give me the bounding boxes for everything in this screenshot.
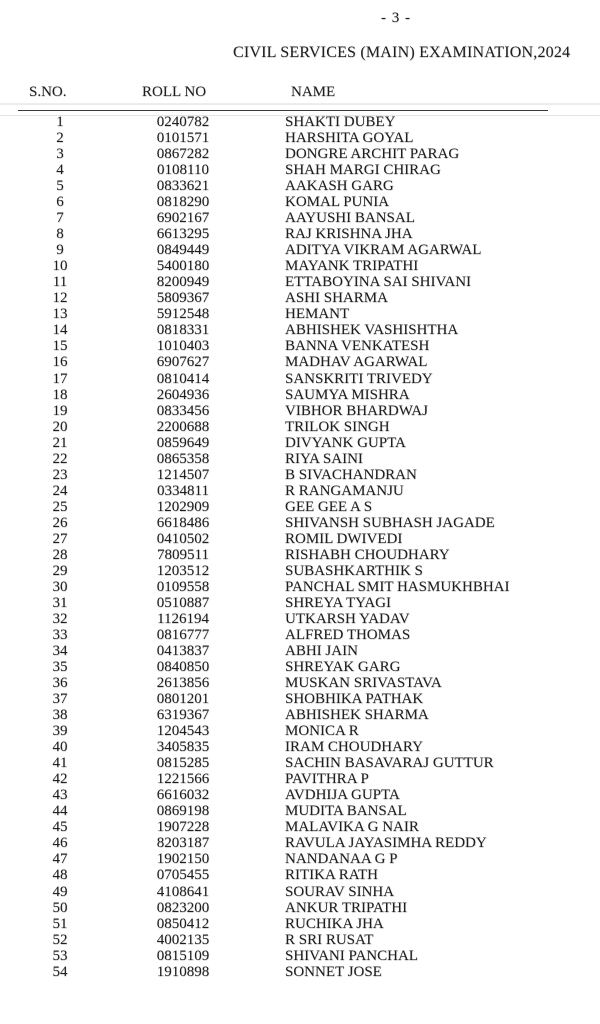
table-row (0, 419, 600, 435)
roll-cell: 5400180 (156, 258, 210, 275)
roll-cell: 1126194 (157, 610, 209, 627)
table-row (0, 884, 600, 900)
table-row (0, 499, 600, 515)
name-cell: HARSHITA GOYAL (285, 130, 414, 147)
table-row (0, 932, 600, 948)
name-cell: RUCHIKA JHA (285, 915, 384, 932)
table-row (0, 723, 600, 739)
sno-cell: 37 (52, 691, 68, 708)
name-cell: AVDHIJA GUPTA (285, 787, 400, 804)
sno-cell: 44 (52, 803, 68, 820)
table-row (0, 739, 600, 755)
column-header-name: NAME (291, 84, 336, 100)
table-row (0, 771, 600, 787)
name-cell: RAVULA JAYASIMHA REDDY (285, 835, 487, 852)
table-row (0, 787, 600, 803)
roll-cell: 4108641 (156, 883, 210, 900)
roll-cell: 0850412 (156, 915, 210, 932)
sno-cell: 49 (52, 883, 68, 900)
name-cell: DONGRE ARCHIT PARAG (285, 146, 460, 163)
name-cell: MUSKAN SRIVASTAVA (285, 675, 442, 692)
page-title: CIVIL SERVICES (MAIN) EXAMINATION,2024 (233, 44, 571, 61)
name-cell: MALAVIKA G NAIR (285, 819, 419, 836)
sno-cell: 20 (52, 418, 68, 435)
sno-cell: 17 (52, 370, 68, 387)
roll-cell: 1010403 (156, 338, 210, 355)
table-row (0, 547, 600, 563)
table-row (0, 226, 600, 242)
sno-cell: 52 (52, 931, 68, 948)
name-cell: SHAKTI DUBEY (285, 114, 396, 131)
roll-cell: 2200688 (156, 418, 210, 435)
name-cell: SHOBHIKA PATHAK (285, 691, 424, 708)
roll-cell: 0840850 (156, 659, 210, 676)
name-cell: VIBHOR BHARDWAJ (285, 402, 428, 419)
roll-cell: 1902150 (156, 851, 210, 868)
table-row (0, 595, 600, 611)
name-cell: B SIVACHANDRAN (285, 466, 417, 483)
sno-cell: 23 (52, 466, 68, 483)
roll-cell: 3405835 (156, 739, 210, 756)
name-cell: RAJ KRISHNA JHA (285, 226, 413, 243)
table-row (0, 130, 600, 146)
roll-cell: 2604936 (156, 386, 210, 403)
table-row (0, 258, 600, 274)
table-row (0, 900, 600, 916)
name-cell: ABHI JAIN (285, 643, 358, 660)
roll-cell: 7809511 (157, 546, 209, 563)
sno-cell: 39 (52, 723, 68, 740)
sno-cell: 7 (56, 210, 64, 227)
roll-cell: 0865358 (156, 450, 210, 467)
name-cell: SHIVANSH SUBHASH JAGADE (285, 514, 495, 531)
table-row (0, 819, 600, 835)
table-row (0, 178, 600, 194)
name-cell: GEE GEE A S (285, 498, 373, 515)
name-cell: HEMANT (285, 306, 350, 323)
sno-cell: 33 (52, 627, 68, 644)
roll-cell: 6616032 (156, 787, 210, 804)
roll-cell: 0849449 (156, 242, 210, 259)
table-row (0, 435, 600, 451)
table-row (0, 290, 600, 306)
sno-cell: 16 (52, 354, 68, 371)
table-row (0, 306, 600, 322)
table-row (0, 354, 600, 370)
table-row (0, 691, 600, 707)
roll-cell: 0705455 (156, 867, 210, 884)
table-row (0, 675, 600, 691)
roll-cell: 0510887 (156, 594, 210, 611)
roll-cell: 0334811 (157, 482, 209, 499)
table-row (0, 948, 600, 964)
sno-cell: 27 (52, 530, 68, 547)
roll-cell: 1910898 (156, 963, 210, 980)
name-cell: TRILOK SINGH (285, 418, 390, 435)
name-cell: SHAH MARGI CHIRAG (285, 162, 441, 179)
sno-cell: 43 (52, 787, 68, 804)
roll-cell: 1214507 (156, 466, 210, 483)
results-table-body (0, 114, 600, 980)
sno-cell: 2 (56, 130, 64, 147)
name-cell: SUBASHKARTHIK S (285, 562, 423, 579)
name-cell: KOMAL PUNIA (285, 194, 390, 211)
roll-cell: 8203187 (156, 835, 210, 852)
table-row (0, 451, 600, 467)
name-cell: MADHAV AGARWAL (285, 354, 428, 371)
roll-cell: 0810414 (156, 370, 210, 387)
name-cell: SHIVANI PANCHAL (285, 947, 418, 964)
roll-cell: 0859649 (156, 434, 210, 451)
column-header-roll-no: ROLL NO (142, 84, 207, 100)
sno-cell: 48 (52, 867, 68, 884)
name-cell: SHREYAK GARG (285, 659, 401, 676)
name-cell: RITIKA RATH (285, 867, 378, 884)
table-header-divider (18, 110, 548, 111)
sno-cell: 14 (52, 322, 68, 339)
name-cell: RISHABH CHOUDHARY (285, 546, 450, 563)
name-cell: SACHIN BASAVARAJ GUTTUR (285, 755, 494, 772)
roll-cell: 1221566 (156, 771, 210, 788)
sno-cell: 8 (56, 226, 64, 243)
roll-cell: 0818331 (156, 322, 210, 339)
name-cell: RIYA SAINI (285, 450, 363, 467)
sno-cell: 25 (52, 498, 68, 515)
table-row (0, 659, 600, 675)
table-row (0, 851, 600, 867)
sno-cell: 10 (52, 258, 68, 275)
roll-cell: 4002135 (156, 931, 210, 948)
name-cell: AAYUSHI BANSAL (285, 210, 415, 227)
sno-cell: 22 (52, 450, 68, 467)
roll-cell: 0410502 (156, 530, 210, 547)
table-row (0, 755, 600, 771)
name-cell: ALFRED THOMAS (285, 627, 411, 644)
sno-cell: 13 (52, 306, 68, 323)
sno-cell: 34 (52, 643, 68, 660)
sno-cell: 54 (52, 963, 68, 980)
name-cell: DIVYANK GUPTA (285, 434, 406, 451)
sno-cell: 3 (56, 146, 64, 163)
sno-cell: 11 (52, 274, 68, 291)
name-cell: IRAM CHOUDHARY (285, 739, 423, 756)
sno-cell: 50 (52, 899, 68, 916)
table-row (0, 322, 600, 338)
name-cell: SONNET JOSE (285, 963, 382, 980)
table-row (0, 483, 600, 499)
roll-cell: 5912548 (156, 306, 210, 323)
table-row (0, 964, 600, 980)
table-row (0, 194, 600, 210)
table-row (0, 371, 600, 387)
roll-cell: 0816777 (156, 627, 210, 644)
table-row (0, 916, 600, 932)
sno-cell: 15 (52, 338, 68, 355)
table-row (0, 242, 600, 258)
name-cell: MAYANK TRIPATHI (285, 258, 419, 275)
roll-cell: 5809367 (156, 290, 210, 307)
roll-cell: 0101571 (156, 130, 210, 147)
roll-cell: 1907228 (156, 819, 210, 836)
sno-cell: 35 (52, 659, 68, 676)
sno-cell: 24 (52, 482, 68, 499)
roll-cell: 6902167 (156, 210, 210, 227)
sno-cell: 18 (52, 386, 68, 403)
roll-cell: 0818290 (156, 194, 210, 211)
table-row (0, 867, 600, 883)
sno-cell: 21 (52, 434, 68, 451)
sno-cell: 53 (52, 947, 68, 964)
name-cell: SOURAV SINHA (285, 883, 395, 900)
sno-cell: 26 (52, 514, 68, 531)
roll-cell: 6907627 (156, 354, 210, 371)
sno-cell: 28 (52, 546, 68, 563)
sno-cell: 19 (52, 402, 68, 419)
scan-artifact-line (0, 103, 600, 105)
name-cell: ETTABOYINA SAI SHIVANI (285, 274, 472, 291)
sno-cell: 1 (56, 114, 64, 131)
table-row (0, 707, 600, 723)
name-cell: ROMIL DWIVEDI (285, 530, 403, 547)
sno-cell: 32 (52, 610, 68, 627)
sno-cell: 45 (52, 819, 68, 836)
roll-cell: 6319367 (156, 707, 210, 724)
page-number: - 3 - (381, 10, 411, 26)
roll-cell: 6613295 (156, 226, 210, 243)
name-cell: PANCHAL SMIT HASMUKHBHAI (285, 578, 510, 595)
sno-cell: 47 (52, 851, 68, 868)
sno-cell: 9 (56, 242, 64, 259)
table-row (0, 643, 600, 659)
sno-cell: 4 (56, 162, 64, 179)
sno-cell: 42 (52, 771, 68, 788)
name-cell: R RANGAMANJU (285, 482, 404, 499)
table-row (0, 579, 600, 595)
sno-cell: 36 (52, 675, 68, 692)
roll-cell: 8200949 (156, 274, 210, 291)
roll-cell: 0867282 (156, 146, 210, 163)
roll-cell: 0240782 (156, 114, 210, 131)
sno-cell: 29 (52, 562, 68, 579)
sno-cell: 38 (52, 707, 68, 724)
table-row (0, 611, 600, 627)
sno-cell: 40 (52, 739, 68, 756)
roll-cell: 6618486 (156, 514, 210, 531)
table-row (0, 210, 600, 226)
table-row (0, 835, 600, 851)
name-cell: SHREYA TYAGI (285, 594, 391, 611)
sno-cell: 30 (52, 578, 68, 595)
roll-cell: 0801201 (156, 691, 210, 708)
name-cell: PAVITHRA P (285, 771, 369, 788)
sno-cell: 41 (52, 755, 68, 772)
sno-cell: 46 (52, 835, 68, 852)
roll-cell: 0108110 (157, 162, 209, 179)
table-row (0, 467, 600, 483)
roll-cell: 0109558 (156, 578, 210, 595)
name-cell: SANSKRITI TRIVEDY (285, 370, 433, 387)
roll-cell: 1204543 (156, 723, 210, 740)
sno-cell: 51 (52, 915, 68, 932)
roll-cell: 0815285 (156, 755, 210, 772)
table-row (0, 531, 600, 547)
table-row (0, 274, 600, 290)
roll-cell: 0833621 (156, 178, 210, 195)
table-row (0, 803, 600, 819)
name-cell: R SRI RUSAT (285, 931, 374, 948)
table-row (0, 563, 600, 579)
sno-cell: 31 (52, 594, 68, 611)
table-row (0, 515, 600, 531)
sno-cell: 12 (52, 290, 68, 307)
name-cell: SAUMYA MISHRA (285, 386, 410, 403)
name-cell: MONICA R (285, 723, 359, 740)
name-cell: NANDANAA G P (285, 851, 398, 868)
table-row (0, 627, 600, 643)
roll-cell: 0869198 (156, 803, 210, 820)
sno-cell: 5 (56, 178, 64, 195)
name-cell: BANNA VENKATESH (285, 338, 430, 355)
name-cell: AAKASH GARG (285, 178, 394, 195)
table-row (0, 114, 600, 130)
roll-cell: 0833456 (156, 402, 210, 419)
column-header-sno: S.NO. (29, 84, 67, 100)
table-row (0, 387, 600, 403)
name-cell: ADITYA VIKRAM AGARWAL (285, 242, 482, 259)
roll-cell: 2613856 (156, 675, 210, 692)
roll-cell: 1203512 (156, 562, 210, 579)
name-cell: UTKARSH YADAV (285, 610, 410, 627)
roll-cell: 1202909 (156, 498, 210, 515)
roll-cell: 0823200 (156, 899, 210, 916)
table-row (0, 338, 600, 354)
name-cell: ASHI SHARMA (285, 290, 388, 307)
sno-cell: 6 (56, 194, 64, 211)
name-cell: ABHISHEK VASHISHTHA (285, 322, 459, 339)
roll-cell: 0413837 (156, 643, 210, 660)
name-cell: ANKUR TRIPATHI (285, 899, 408, 916)
name-cell: ABHISHEK SHARMA (285, 707, 429, 724)
table-row (0, 403, 600, 419)
table-row (0, 162, 600, 178)
roll-cell: 0815109 (156, 947, 210, 964)
name-cell: MUDITA BANSAL (285, 803, 407, 820)
table-row (0, 146, 600, 162)
